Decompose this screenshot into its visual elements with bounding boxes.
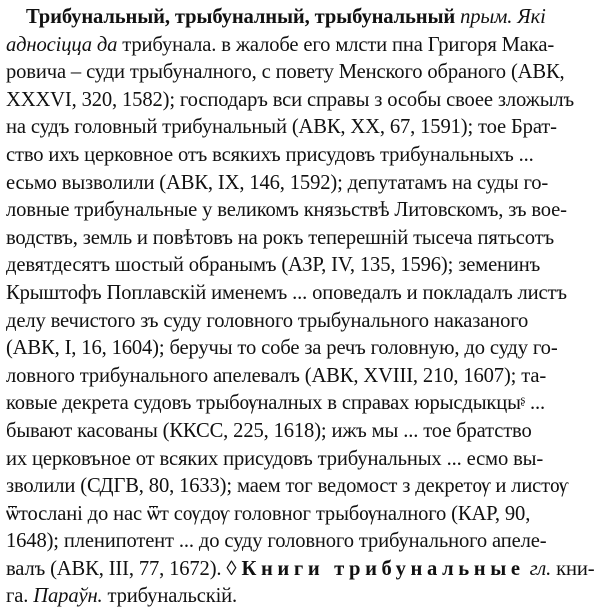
entry-text-segment: ѿтослані до нас ѿт сѹдѹ головног трыбѹналного (КАР, 90, bbox=[6, 502, 531, 525]
entry-line bbox=[6, 418, 601, 446]
entry-line bbox=[6, 446, 601, 474]
entry-line bbox=[6, 252, 601, 280]
entry-line bbox=[6, 87, 601, 115]
grammar-note: гл. bbox=[524, 557, 552, 580]
entry-line bbox=[6, 170, 601, 198]
entry-line bbox=[6, 32, 601, 60]
entry-line bbox=[6, 142, 601, 170]
entry-line bbox=[6, 308, 601, 336]
entry-line bbox=[6, 335, 601, 363]
entry-line bbox=[6, 363, 601, 391]
entry-line bbox=[6, 473, 601, 501]
entry-line bbox=[6, 4, 601, 32]
entry-text-segment: девятдесятъ шостый обранымъ (АЗР, IV, 135, 1596); земенинъ bbox=[6, 254, 541, 277]
entry-text-segment: га. bbox=[6, 585, 34, 608]
entry-line bbox=[6, 197, 601, 225]
entry-text-segment: XXXVI, 320, 1582); господаръ вси справы з особы своее зложылъ bbox=[6, 88, 575, 111]
entry-text-segment: бывают касованы (ККСС, 225, 1618); ижъ мы ... тое братство bbox=[6, 419, 532, 442]
grammar-note: прым. Які bbox=[455, 6, 546, 28]
entry-line bbox=[6, 583, 601, 611]
entry-text-segment: ство ихъ церковное отъ всякихъ присудовъ трибунальныхъ ... bbox=[6, 143, 534, 166]
entry-text-segment: ловные трибунальные у великомъ князьствѣ Литовскомъ, зъ вое- bbox=[6, 199, 567, 222]
entry-line bbox=[6, 390, 601, 418]
entry-text-segment: ровича – суди трыбуналного, с повету Менского обраного (АВК, bbox=[6, 61, 565, 84]
entry-text-segment: кни- bbox=[551, 557, 595, 580]
entry-text-segment: зволили (СДГВ, 80, 1633); маем тог ведомост з декретѹ и листѹ bbox=[6, 475, 568, 498]
entry-text-segment: ковые декрета судовъ трыбѹналных в справах юрысдыкцыᶳ ... bbox=[6, 392, 546, 415]
entry-text bbox=[6, 4, 601, 611]
entry-line bbox=[6, 528, 601, 556]
entry-text-segment: трибунальскій. bbox=[102, 585, 238, 608]
entry-text-segment: валъ (АВК, III, 77, 1672). ◊ bbox=[6, 557, 242, 580]
entry-text-segment: трибунала. в жалобе его млсти пна Григоря Мака- bbox=[117, 33, 555, 56]
entry-text-segment: 1648); пленипотент ... до суду головного трибунального апеле- bbox=[6, 530, 547, 553]
entry-text-segment: на судъ головный трибунальный (АВК, XX, 67, 1591); тое Брат- bbox=[6, 116, 557, 139]
entry-line bbox=[6, 59, 601, 87]
entry-text-segment: их церковъное от всяких присудовъ трибунальных ... есмо вы- bbox=[6, 447, 544, 470]
entry-text-segment: (АВК, I, 16, 1604); беручы то собе за речъ головную, до суду го- bbox=[6, 337, 558, 360]
entry-line bbox=[6, 114, 601, 142]
entry-line bbox=[6, 280, 601, 308]
entry-text-segment: есьмо вызволили (АВК, IX, 146, 1592); депутатамъ на суды го- bbox=[6, 171, 549, 194]
entry-line bbox=[6, 225, 601, 253]
grammar-note: Параўн. bbox=[33, 585, 103, 608]
entry-line bbox=[6, 556, 601, 584]
entry-line bbox=[6, 501, 601, 529]
entry-text-segment: делу вечистого зъ суду головного трыбунального наказаного bbox=[6, 309, 529, 332]
grammar-note: адносіцца да bbox=[6, 33, 118, 56]
entry-text-segment: ловного трибунального апелевалъ (АВК, XVIII, 210, 1607); та- bbox=[6, 364, 547, 387]
entry-text-segment: Крыштофъ Поплавскій именемъ ... оповедалъ и покладалъ листъ bbox=[6, 281, 567, 304]
entry-text-segment: водствъ, земль и повѣтовъ на рокъ теперешній тысеча пятьсотъ bbox=[6, 226, 555, 249]
phrase-highlight: Книги трибунальные bbox=[241, 557, 525, 580]
headword: Трибунальный, трыбуналный, трыбунальный bbox=[6, 6, 456, 28]
